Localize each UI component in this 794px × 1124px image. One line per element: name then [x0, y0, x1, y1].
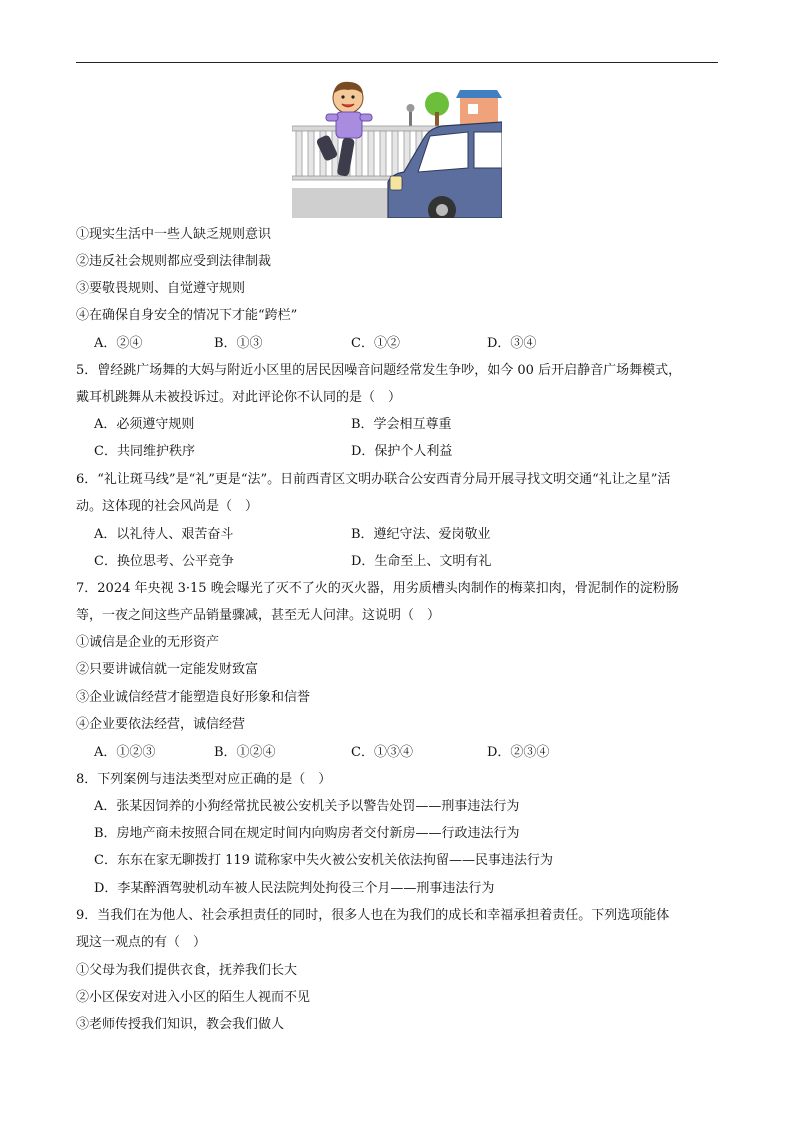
q9-stem-line-1: 9．当我们在为他人、社会承担责任的同时，很多人也在为我们的成长和幸福承担着责任。下列选项能体	[76, 908, 670, 923]
q6-stem-line-1: 6．“礼让斑马线”是“礼”更是“法”。日前西青区文明办联合公安西青分局开展寻找文明交通“礼让之星”活	[76, 472, 671, 487]
q4-statement-1: ①现实生活中一些人缺乏规则意识	[76, 227, 272, 242]
q6-option-b[interactable]: B．遵纪守法、爱岗敬业	[351, 527, 491, 542]
illustration-boy-climbing-railing	[292, 76, 502, 218]
q7-statement-3: ③企业诚信经营才能塑造良好形象和信誉	[76, 690, 311, 705]
q4-statement-3: ③要敬畏规则、自觉遵守规则	[76, 281, 246, 296]
q6-option-a[interactable]: A．以礼待人、艰苦奋斗	[94, 527, 234, 542]
q7-option-d[interactable]: D．②③④	[487, 745, 550, 760]
q6-option-c[interactable]: C．换位思考、公平竞争	[94, 554, 234, 569]
q8-option-c[interactable]: C．东东在家无聊拨打 119 谎称家中失火被公安机关依法拘留——民事违法行为	[94, 853, 554, 868]
q8-option-d[interactable]: D．李某醉酒驾驶机动车被人民法院判处拘役三个月——刑事违法行为	[94, 881, 495, 896]
q4-option-c[interactable]: C．①②	[351, 336, 400, 351]
q5-option-a[interactable]: A．必须遵守规则	[94, 417, 195, 432]
q4-statement-2: ②违反社会规则都应受到法律制裁	[76, 254, 272, 269]
q4-option-d[interactable]: D．③④	[487, 336, 537, 351]
q7-statement-4: ④企业要依法经营，诚信经营	[76, 717, 246, 732]
q4-option-a[interactable]: A．②④	[94, 336, 143, 351]
q9-statement-2: ②小区保安对进入小区的陌生人视而不见	[76, 990, 311, 1005]
q8-option-b[interactable]: B．房地产商未按照合同在规定时间内向购房者交付新房——行政违法行为	[94, 826, 520, 841]
q7-option-c[interactable]: C．①③④	[351, 745, 413, 760]
q7-statement-2: ②只要讲诚信就一定能发财致富	[76, 662, 259, 677]
header-rule	[76, 62, 718, 63]
q5-stem-line-2: 戴耳机跳舞从未被投诉过。对此评论你不认同的是（ ）	[76, 390, 402, 405]
q7-option-b[interactable]: B．①②④	[214, 745, 276, 760]
q5-option-d[interactable]: D．保护个人利益	[351, 444, 453, 459]
q7-statement-1: ①诚信是企业的无形资产	[76, 635, 220, 650]
q9-statement-3: ③老师传授我们知识，教会我们做人	[76, 1017, 285, 1032]
q5-stem-line-1: 5．曾经跳广场舞的大妈与附近小区里的居民因噪音问题经常发生争吵，如今 00 后开启静音广场舞模式，	[76, 363, 682, 378]
q5-option-c[interactable]: C．共同维护秩序	[94, 444, 195, 459]
q4-statement-4: ④在确保自身安全的情况下才能“跨栏”	[76, 308, 298, 323]
q7-stem-line-2: 等，一夜之间这些产品销量骤减，甚至无人问津。这说明（ ）	[76, 608, 441, 623]
q9-stem-line-2: 现这一观点的有（ ）	[76, 935, 207, 950]
q5-option-b[interactable]: B．学会相互尊重	[351, 417, 452, 432]
q7-option-a[interactable]: A．①②③	[94, 745, 156, 760]
q9-statement-1: ①父母为我们提供衣食，抚养我们长大	[76, 963, 298, 978]
q6-stem-line-2: 动。这体现的社会风尚是（ ）	[76, 499, 259, 514]
q8-option-a[interactable]: A．张某因饲养的小狗经常扰民被公安机关予以警告处罚——刑事违法行为	[94, 799, 520, 814]
q4-option-b[interactable]: B．①③	[214, 336, 263, 351]
q6-option-d[interactable]: D．生命至上、文明有礼	[351, 554, 492, 569]
q8-stem: 8．下列案例与违法类型对应正确的是（ ）	[76, 772, 332, 787]
q7-stem-line-1: 7．2024 年央视 3·15 晚会曝光了灭不了火的灭火器，用劣质槽头肉制作的梅菜扣肉，骨泥制作的淀粉肠	[76, 581, 679, 596]
